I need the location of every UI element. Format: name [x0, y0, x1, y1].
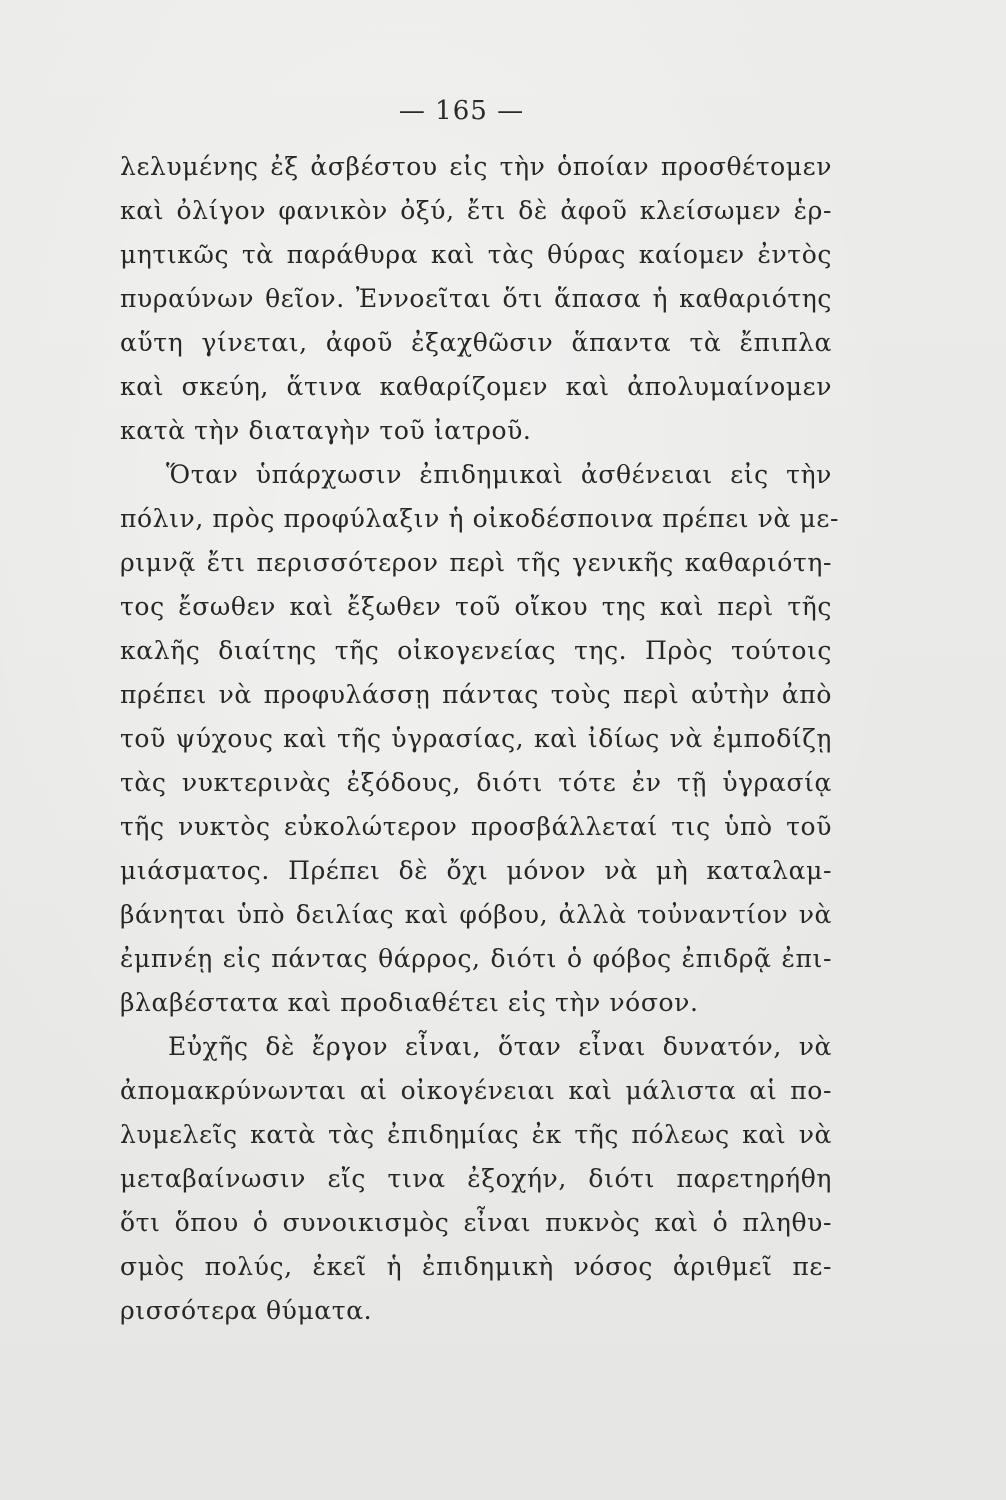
text-line: ρισσότερα θύματα.	[120, 1296, 373, 1325]
text-line: μεταβαίνωσιν εἴς τινα ἐξοχήν, διότι παρετηρήθη	[120, 1164, 832, 1193]
text-line: σμὸς πολύς, ἐκεῖ ἡ ἐπιδημικὴ νόσος ἀριθμεῖ πε-	[120, 1252, 832, 1281]
paragraph-first-line: Ὅταν ὑπάρχωσιν ἐπιδημικαὶ ἀσθένειαι εἰς τὴν	[166, 460, 832, 489]
text-line: τῆς νυκτὸς εὐκολώτερον προσβάλλεταί τις ὑπὸ τοῦ	[120, 812, 832, 841]
text-line: καὶ ὀλίγον φανικὸν ὀξύ, ἔτι δὲ ἀφοῦ κλείσωμεν ἑρ-	[120, 196, 832, 225]
text-line: βλαβέστατα καὶ προδιαθέτει εἰς τὴν νόσον.	[120, 988, 699, 1017]
text-line: μιάσματος. Πρέπει δὲ ὄχι μόνον νὰ μὴ καταλαμ-	[120, 856, 832, 885]
text-line: κατὰ τὴν διαταγὴν τοῦ ἰατροῦ.	[120, 416, 532, 445]
text-line: τοῦ ψύχους καὶ τῆς ὑγρασίας, καὶ ἰδίως νὰ ἐμποδίζῃ	[120, 724, 832, 753]
text-line: ἀπομακρύνωνται αἱ οἰκογένειαι καὶ μάλιστα αἱ πο-	[120, 1076, 832, 1105]
page-number: — 165 —	[398, 96, 525, 126]
text-line: τος ἔσωθεν καὶ ἔξωθεν τοῦ οἴκου της καὶ περὶ τῆς	[120, 592, 832, 621]
text-line: μητικῶς τὰ παράθυρα καὶ τὰς θύρας καίομεν ἐντὸς	[120, 240, 832, 269]
text-line: καὶ σκεύη, ἅτινα καθαρίζομεν καὶ ἀπολυμαίνομεν	[120, 372, 832, 401]
text-line: ἐμπνέῃ εἰς πάντας θάρρος, διότι ὁ φόβος ἐπιδρᾷ ἐπι-	[120, 944, 832, 973]
text-line: ὅτι ὅπου ὁ συνοικισμὸς εἶναι πυκνὸς καὶ ὁ πληθυ-	[120, 1208, 832, 1237]
text-line: τὰς νυκτερινὰς ἐξόδους, διότι τότε ἐν τῇ ὑγρασίᾳ	[120, 768, 832, 797]
text-line: πόλιν, πρὸς προφύλαξιν ἡ οἰκοδέσποινα πρέπει νὰ με-	[120, 504, 839, 533]
text-line: ριμνᾷ ἔτι περισσότερον περὶ τῆς γενικῆς καθαριότη-	[120, 548, 832, 577]
text-line: λυμελεῖς κατὰ τὰς ἐπιδημίας ἐκ τῆς πόλεως καὶ νὰ	[120, 1120, 832, 1149]
text-line: πυραύνων θεῖον. Ἐννοεῖται ὅτι ἅπασα ἡ καθαριότης	[120, 284, 832, 313]
text-line: καλῆς διαίτης τῆς οἰκογενείας της. Πρὸς τούτοις	[120, 636, 832, 665]
text-line: βάνηται ὑπὸ δειλίας καὶ φόβου, ἀλλὰ τοὐναντίον νὰ	[120, 900, 832, 929]
text-line: πρέπει νὰ προφυλάσσῃ πάντας τοὺς περὶ αὐτὴν ἀπὸ	[120, 680, 832, 709]
paragraph-first-line: Εὐχῆς δὲ ἔργον εἶναι, ὅταν εἶναι δυνατόν, νὰ	[168, 1032, 832, 1061]
text-line: αὕτη γίνεται, ἀφοῦ ἐξαχθῶσιν ἅπαντα τὰ ἔπιπλα	[120, 328, 832, 357]
text-line: λελυμένης ἐξ ἀσβέστου εἰς τὴν ὁποίαν προσθέτομεν	[120, 152, 832, 181]
